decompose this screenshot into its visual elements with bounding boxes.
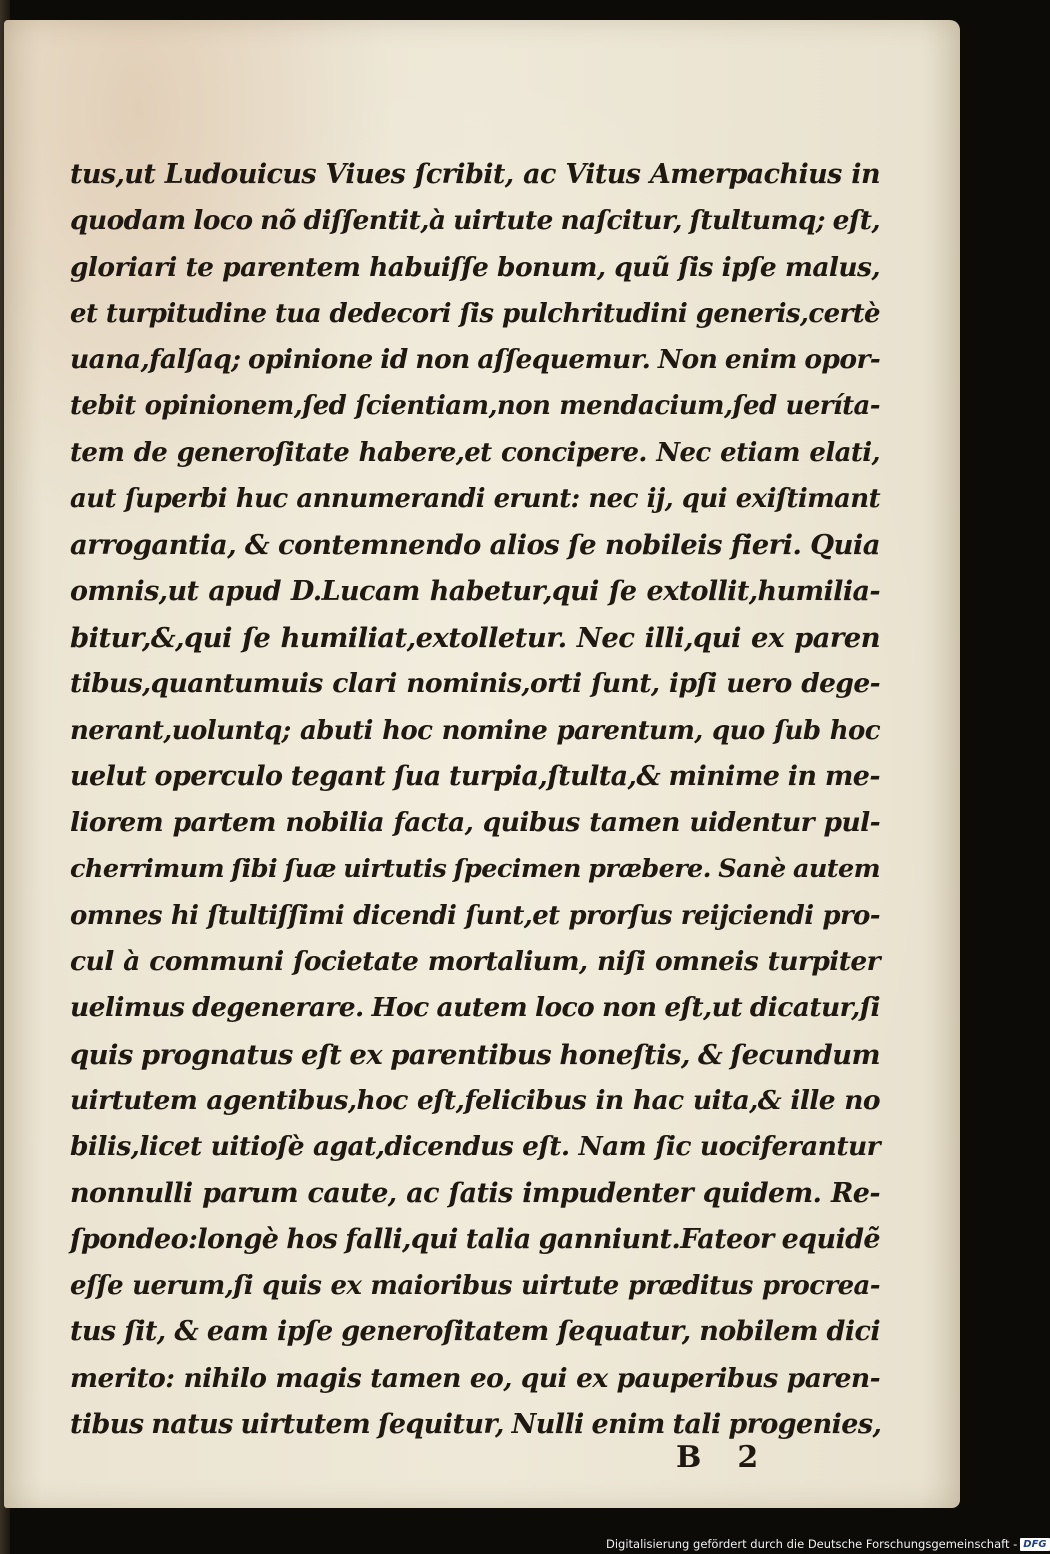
text-line: quodam loco nõ diſſentit,à uirtute naſcitur, ſtultumq; eſt, xyxy=(70,205,880,237)
text-line: tebit opinionem,ſed ſcientiam,non mendacium,ſed ueríta- xyxy=(70,391,880,422)
text-line: omnis,ut apud D.Lucam habetur,qui ſe extollit,humilia- xyxy=(70,575,880,607)
text-line: uana,falſaq; opinione id non aſſequemur. Non enim opor- xyxy=(70,344,881,376)
text-line: et turpitudine tua dedecori ſis pulchritudini generis,certè xyxy=(70,298,880,329)
text-line: liorem partem nobilia facta, quibus tamen uidentur pul- xyxy=(70,807,880,839)
text-line: uelut operculo tegant ſua turpia,ſtulta,& minime in me- xyxy=(70,760,880,792)
text-line: bitur,&,qui ſe humiliat,extolletur. Nec illi,qui ex paren xyxy=(70,621,880,654)
text-line: omnes hi ſtultiſſimi dicendi ſunt,et prorſus reijciendi pro- xyxy=(70,900,880,931)
text-line: tibus,quantumuis clari nominis,orti ſunt, ipſi uero dege- xyxy=(70,668,880,700)
text-line: ſpondeo:longè hos falli,qui talia ganniunt.Fateor equidẽ xyxy=(70,1223,880,1255)
text-line: merito: nihilo magis tamen eo, qui ex pauperibus paren- xyxy=(70,1362,880,1394)
text-line: uelimus degenerare. Hoc autem loco non eſt,ut dicatur,ſi xyxy=(70,992,880,1024)
text-line: tibus natus uirtutem ſequitur, Nulli enim tali progenies, xyxy=(70,1409,882,1441)
text-line: uirtutem agentibus,hoc eſt,felicibus in hac uita,& ille no xyxy=(70,1084,880,1116)
text-line: nerant,uoluntq; abuti hoc nomine parentum, quo ſub hoc xyxy=(70,715,880,746)
signature-number: 2 xyxy=(737,1440,761,1475)
text-line: gloriari te parentem habuiſſe bonum, quũ ſis ipſe malus, xyxy=(70,251,880,283)
signature-mark: B xyxy=(676,1440,704,1475)
text-line: tus,ut Ludouicus Viues ſcribit, ac Vitus Amerpachius in xyxy=(70,159,880,190)
text-line: nonnulli parum caute, ac ſatis impudenter quidem. Re- xyxy=(70,1177,880,1209)
text-line: eſſe uerum,ſi quis ex maioribus uirtute præditus procrea- xyxy=(70,1271,880,1302)
credit-text: Digitalisierung gefördert durch die Deutsche Forschungsgemeinschaft - xyxy=(606,1537,1018,1551)
dfg-logo-icon: DFG xyxy=(1020,1538,1049,1551)
text-line: bilis,licet uitioſè agat,dicendus eſt. Nam ſic uociferantur xyxy=(70,1131,880,1163)
paper-leaf xyxy=(4,20,960,1508)
text-line: cherrimum ſibi ſuæ uirtutis ſpecimen præbere. Sanè autem xyxy=(70,854,880,885)
text-line: quis prognatus eſt ex parentibus honeſtis, & ſecundum xyxy=(70,1038,880,1071)
text-line: arrogantia, & contemnendo alios ſe nobileis fieri. Quia xyxy=(70,529,880,562)
text-line: tus ſit, & eam ipſe generoſitatem ſequatur, nobilem dici xyxy=(70,1316,880,1348)
digitization-credit xyxy=(606,1536,1050,1552)
text-line: tem de generoſitate habere,et concipere. Nec etiam elati, xyxy=(70,437,880,468)
text-line: cul à communi ſocietate mortalium, niſi omneis turpiter xyxy=(70,946,880,978)
text-line: aut ſuperbi huc annumerandi erunt: nec ij, qui exiſtimant xyxy=(70,484,880,515)
body-text xyxy=(70,152,880,1448)
gathering-signature xyxy=(676,1440,760,1475)
